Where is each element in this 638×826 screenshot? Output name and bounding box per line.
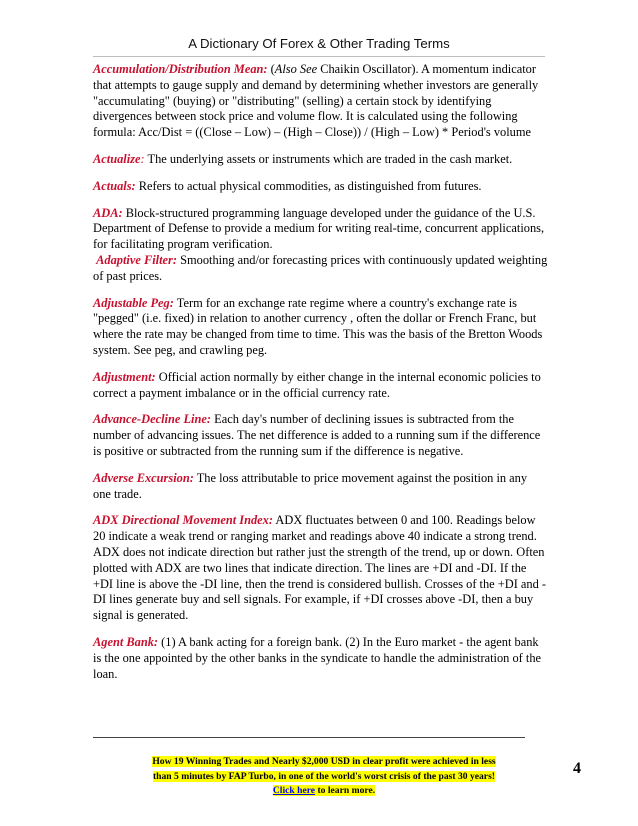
definition-adverse-excursion: The loss attributable to price movement against the position in any one trade.: [93, 470, 528, 501]
definition-adjustment: Official action normally by either change in the internal economic policies to correct a payment imbalance or in the official currency rate.: [93, 369, 541, 400]
term-actuals: Actuals:: [93, 178, 136, 193]
promo-click-here-link[interactable]: Click here: [272, 785, 316, 796]
promo-banner: [131, 755, 517, 799]
term-adjustment: Adjustment:: [93, 369, 156, 384]
page-number: 4: [573, 760, 581, 777]
also-see-open: (: [270, 62, 275, 76]
entry-advance-decline-line: [93, 412, 548, 459]
dictionary-body: [93, 62, 548, 693]
term-adverse-excursion: Adverse Excursion:: [93, 470, 194, 485]
term-actualize: Actualize: [93, 151, 141, 166]
term-advance-decline-line: Advance-Decline Line:: [93, 412, 212, 427]
term-accumulation-distribution: Accumulation/Distribution Mean:: [93, 62, 268, 76]
entry-adverse-excursion: [93, 471, 548, 503]
promo-line-1: How 19 Winning Trades and Nearly $2,000 USD in clear profit were achieved in less: [152, 756, 496, 767]
definition-adx: ADX fluctuates between 0 and 100. Readings below 20 indicate a weak trend or ranging market and readings above 40 indicate a strong trend. ADX does not indicate direction but rather just the strength of the trend, up or down. Often plotted with ADX are two lines that indicate direction. The lines are +DI and -DI. If the +DI line is above the -DI line, then the trend is considered bullish. Crosses of the +DI and -DI lines generate buy and sell signals. For example, if +DI crosses above -DI, then a buy signal is generated.: [93, 513, 547, 623]
entry-adjustment: [93, 370, 548, 402]
page-header-title: A Dictionary Of Forex & Other Trading Terms: [188, 36, 450, 51]
term-adaptive-filter-colon: :: [172, 252, 177, 267]
entry-adx: [93, 513, 548, 624]
term-ada: ADA:: [93, 205, 123, 220]
definition-accumulation-distribution: Chaikin Oscillator). A momentum indicator that attempts to gauge supply and demand by determining whether investors are generally "accumulating" (buying) or "distributing" (selling) a certain stock by identifying divergences between stock price and volume flow. It is calculated using the following formula: Acc/Dist = ((Close – Low) – (High – Close)) / (High – Low) * Period's volume: [93, 62, 539, 140]
term-agent-bank: Agent Bank:: [93, 634, 159, 649]
definition-adaptive-filter: Smoothing and/or forecasting prices with continuously updated weighting of past prices.: [93, 252, 548, 283]
definition-advance-decline-line: Each day's number of declining issues is subtracted from the number of advancing issues. The net difference is added to a running sum if the difference is positive or subtracted from the running sum if the difference is negative.: [93, 412, 541, 458]
term-adjustable-peg: Adjustable Peg:: [93, 295, 174, 310]
definition-actualize: The underlying assets or instruments which are traded in the cash market.: [144, 151, 513, 166]
definition-agent-bank: (1) A bank acting for a foreign bank. (2) In the Euro market - the agent bank is the one appointed by the other banks in the syndicate to handle the administration of the loan.: [93, 634, 542, 681]
definition-adjustable-peg: Term for an exchange rate regime where a country's exchange rate is "pegged" (i.e. fixed) in relation to another currency , often the dollar or French Franc, but where the rate may be changed from time to time. This was the basis of the Bretton Woods system. See peg, and crawling peg.: [93, 295, 543, 357]
promo-line-2: than 5 minutes by FAP Turbo, in one of the world's worst crisis of the past 30 years!: [152, 770, 495, 782]
entry-accumulation-distribution: [93, 62, 548, 141]
entry-ada: [93, 206, 548, 253]
entry-actuals: [93, 179, 548, 195]
definition-ada: Block-structured programming language developed under the guidance of the U.S. Department of Defense to provide a medium for writing real-time, concurrent applications, for facilitating program verification.: [93, 205, 545, 252]
footer-divider: [93, 737, 525, 738]
entry-adjustable-peg: [93, 296, 548, 359]
also-see-label: Also See: [274, 62, 318, 76]
term-adaptive-filter: Adaptive Filter: [96, 252, 173, 267]
term-actualize-colon: :: [140, 151, 145, 166]
promo-line-3: [273, 785, 375, 796]
entry-agent-bank: [93, 635, 548, 682]
term-adx: ADX Directional Movement Index:: [93, 513, 274, 528]
definition-actuals: Refers to actual physical commodities, as distinguished from futures.: [135, 178, 482, 193]
entry-actualize: [93, 152, 548, 168]
promo-tail-text: to learn more.: [315, 785, 376, 796]
header-divider: [93, 56, 545, 57]
entry-adaptive-filter: [93, 253, 548, 285]
